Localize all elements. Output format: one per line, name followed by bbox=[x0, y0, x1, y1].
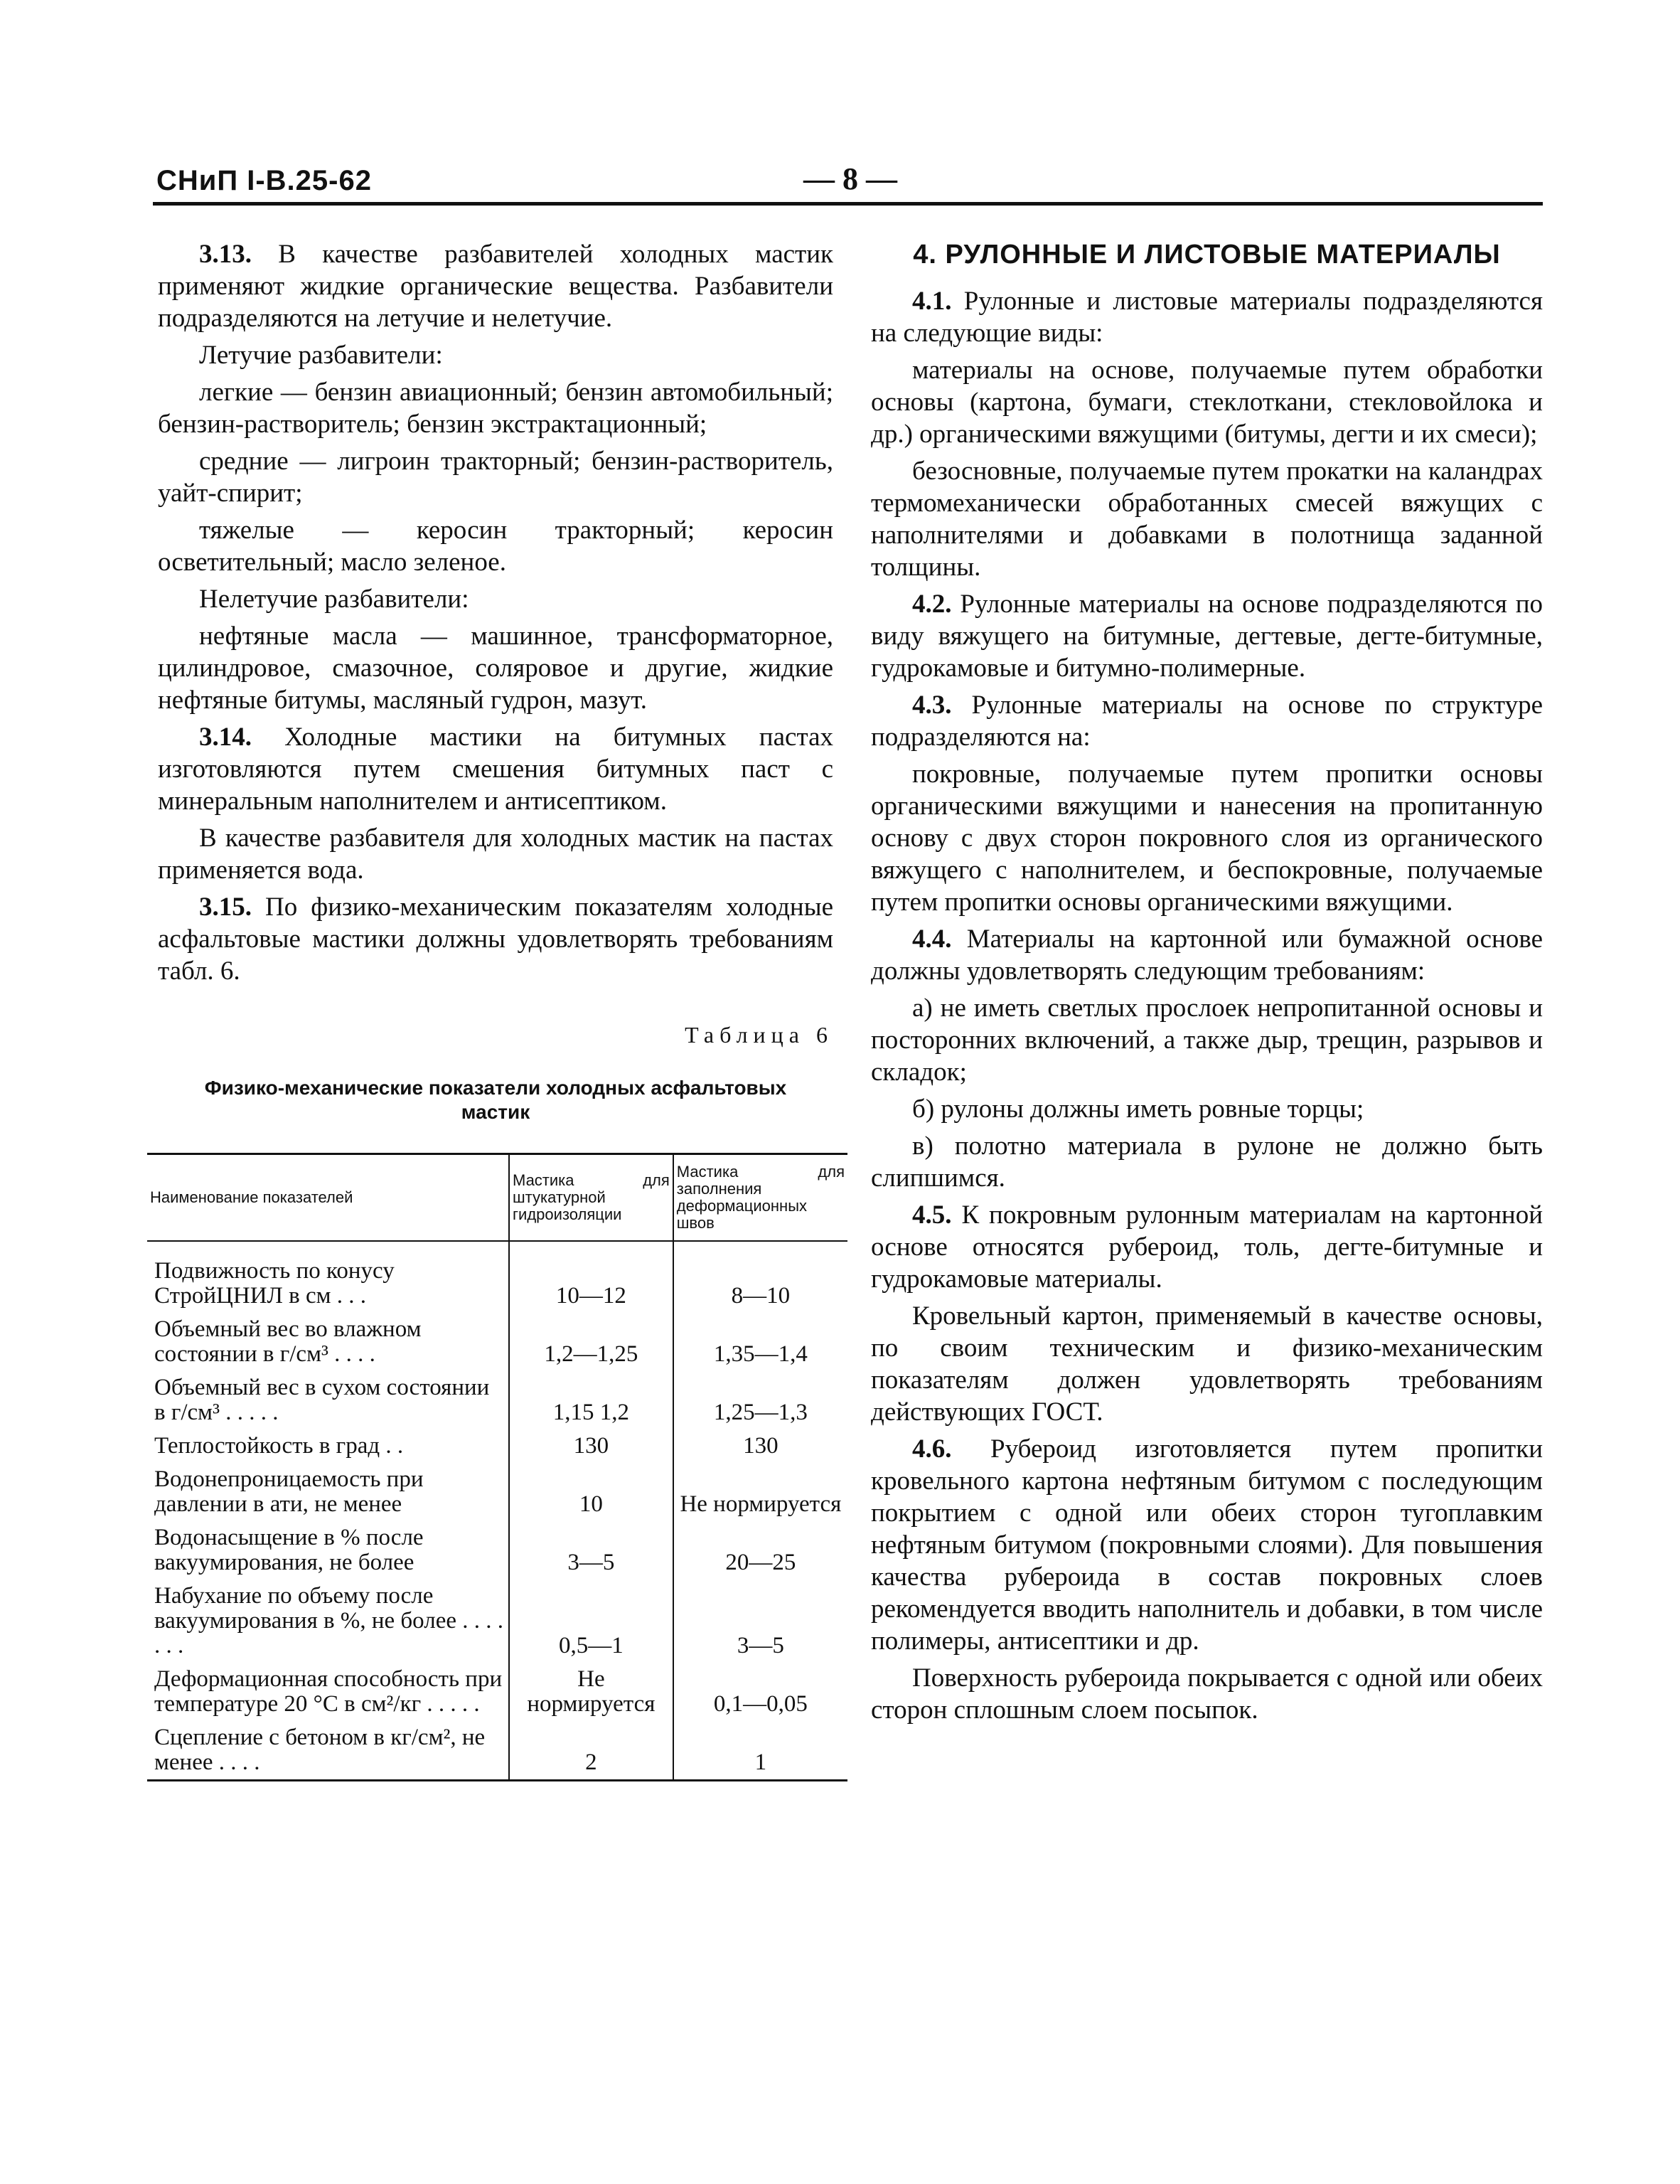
table-cell: 0,1—0,05 bbox=[673, 1663, 847, 1721]
table-cell: Теплостойкость в град . . bbox=[154, 1433, 404, 1459]
paragraph: легкие — бензин авиационный; бензин автомобильный; бензин-растворитель; бензин экстрактационный; bbox=[158, 378, 833, 439]
paragraph-4-5 bbox=[871, 1199, 1543, 1295]
paragraph-3-13 bbox=[158, 238, 833, 334]
paragraph: Кровельный картон, применяемый в качестве основы, по своим техническим и физико-механическим показателям должен удовлетворять требованиям действующих ГОСТ. bbox=[871, 1301, 1543, 1427]
header-rule bbox=[153, 202, 1543, 206]
paragraph: в) полотно материала в рулоне не должно быть слипшимся. bbox=[871, 1131, 1543, 1193]
table-cell: Объемный вес в сухом состоянии в г/см³ . . . . . bbox=[154, 1375, 490, 1425]
table-cell: 10 bbox=[509, 1463, 673, 1521]
paragraph-text: К покровным рулонным материалам на картонной основе относятся рубероид, толь, дегте-битумные и гудрокамовые материалы. bbox=[871, 1200, 1543, 1294]
paragraph-text: Материалы на картонной или бумажной основе должны удовлетворять следующим требованиям: bbox=[871, 925, 1543, 986]
table-row bbox=[147, 1580, 847, 1663]
paragraph: средние — лигроин тракторный; бензин-растворитель, уайт-спирит; bbox=[158, 447, 833, 508]
table-row bbox=[147, 1429, 847, 1463]
clause-number: 3.14. bbox=[199, 723, 252, 752]
table-row bbox=[147, 1463, 847, 1521]
right-column bbox=[871, 238, 1543, 1731]
table-cell: 0,5—1 bbox=[509, 1580, 673, 1663]
clause-number: 4.2. bbox=[912, 590, 952, 619]
column-header: Мастика для заполнения деформационных швов bbox=[673, 1154, 847, 1242]
clause-number: 3.13. bbox=[199, 240, 252, 269]
table-cell: 20—25 bbox=[673, 1521, 847, 1580]
properties-table bbox=[147, 1153, 847, 1781]
table-cell: Водонепроницаемость при давлении в ати, не менее bbox=[154, 1466, 424, 1517]
clause-number: 4.3. bbox=[912, 691, 952, 720]
table-cell: 10—12 bbox=[509, 1241, 673, 1313]
table-row bbox=[147, 1663, 847, 1721]
table-cell: Не нормируется bbox=[673, 1463, 847, 1521]
table-row bbox=[147, 1313, 847, 1371]
column-header: Наименование показателей bbox=[147, 1154, 509, 1242]
table-cell: 1,2—1,25 bbox=[509, 1313, 673, 1371]
left-column bbox=[150, 238, 845, 1781]
table-cell: Не нормируется bbox=[509, 1663, 673, 1721]
section-heading: 4. РУЛОННЫЕ И ЛИСТОВЫЕ МАТЕРИАЛЫ bbox=[913, 240, 1501, 270]
paragraph: нефтяные масла — машинное, трансформаторное, цилиндровое, смазочное, соляровое и другие, жидкие нефтяные битумы, масляный гудрон, мазут. bbox=[158, 622, 833, 715]
paragraph: Поверхность рубероида покрывается с одной или обеих сторон сплошным слоем посыпок. bbox=[871, 1663, 1543, 1725]
paragraph-3-14 bbox=[158, 721, 833, 817]
paragraph: материалы на основе, получаемые путем обработки основы (картона, бумаги, стеклоткани, стекловойлока и др.) органическими вяжущими (битумы, дегти и их смеси); bbox=[871, 356, 1543, 449]
table-cell: 1,15 1,2 bbox=[509, 1371, 673, 1429]
paragraph-text: По физико-механическим показателям холодные асфальтовые мастики должны удовлетворять требованиям табл. 6. bbox=[158, 893, 833, 986]
clause-number: 4.6. bbox=[912, 1434, 952, 1464]
paragraph-4-3 bbox=[871, 689, 1543, 753]
paragraph-text: В качестве разбавителей холодных мастик применяют жидкие органические вещества. Разбавители подразделяются на летучие и нелетучие. bbox=[158, 240, 834, 333]
table-cell: 2 bbox=[509, 1721, 673, 1781]
table-cell: 1,25—1,3 bbox=[673, 1371, 847, 1429]
paragraph-text: Рулонные материалы на основе подразделяются по виду вяжущего на битумные, дегтевые, дегте-битумные, гудрокамовые и битумно-полимерные. bbox=[871, 590, 1543, 683]
table-header-row bbox=[147, 1154, 847, 1242]
table-cell: 8—10 bbox=[673, 1241, 847, 1313]
table-cell: 3—5 bbox=[673, 1580, 847, 1663]
table-cell: Набухание по объему после вакуумирования в %, не более . . . . . . . bbox=[154, 1583, 504, 1658]
paragraph: В качестве разбавителя для холодных мастик на пастах применяется вода. bbox=[158, 824, 833, 885]
table-cell: Подвижность по конусу СтройЦНИЛ в см . . . bbox=[154, 1258, 395, 1309]
clause-number: 3.15. bbox=[199, 893, 252, 922]
paragraph-3-15 bbox=[158, 891, 833, 987]
paragraph: б) рулоны должны иметь ровные торцы; bbox=[912, 1094, 1364, 1124]
table-cell: Сцепление с бетоном в кг/см², не менее . . . . bbox=[154, 1725, 486, 1775]
clause-number: 4.5. bbox=[912, 1200, 952, 1230]
table-row bbox=[147, 1521, 847, 1580]
table-cell: Объемный вес во влажном состоянии в г/см³ . . . . bbox=[154, 1316, 422, 1367]
paragraph: Нелетучие разбавители: bbox=[199, 585, 469, 614]
document-code: СНиП I-В.25-62 bbox=[156, 165, 372, 196]
table-row bbox=[147, 1241, 847, 1313]
paragraph-text: Рулонные и листовые материалы подразделяются на следующие виды: bbox=[871, 287, 1543, 348]
paragraph: покровные, получаемые путем пропитки основы органическими вяжущими и нанесения на пропитанную основу с двух сторон покровного слоя из органического вяжущего с наполнителем, и беспокровные, получаемые путем пропитки основы органическими вяжущими. bbox=[871, 760, 1543, 917]
paragraph: безосновные, получаемые путем прокатки на каландрах термомеханически обработанных смесей вяжущих с наполнителями и добавками в полотнища заданной толщины. bbox=[871, 457, 1543, 582]
clause-number: 4.1. bbox=[912, 287, 952, 316]
paragraph: а) не иметь светлых прослоек непропитанной основы и посторонних включений, а также дыр, трещин, разрывов и складок; bbox=[871, 994, 1543, 1087]
table-cell: 3—5 bbox=[509, 1521, 673, 1580]
page-number: — 8 — bbox=[803, 161, 897, 196]
paragraph-text: Рулонные материалы на основе по структуре подразделяются на: bbox=[871, 691, 1543, 752]
table-title: Физико-механические показатели холодных асфальтовых мастик bbox=[204, 1077, 787, 1123]
paragraph-4-4 bbox=[871, 923, 1543, 987]
table-cell: 1 bbox=[673, 1721, 847, 1781]
paragraph-4-2 bbox=[871, 588, 1543, 684]
paragraph-text: Холодные мастики на битумных пастах изготовляются путем смешения битумных паст с минеральным наполнителем и антисептиком. bbox=[158, 723, 833, 816]
table-cell: 130 bbox=[673, 1429, 847, 1463]
table-cell: 1,35—1,4 bbox=[673, 1313, 847, 1371]
paragraph-4-6 bbox=[871, 1433, 1543, 1657]
table-cell: 130 bbox=[509, 1429, 673, 1463]
table-label: Таблица 6 bbox=[685, 1022, 833, 1048]
paragraph: тяжелые — керосин тракторный; керосин осветительный; масло зеленое. bbox=[158, 516, 833, 577]
paragraph: Летучие разбавители: bbox=[199, 341, 443, 370]
table-cell: Водонасыщение в % после вакуумирования, не более bbox=[154, 1525, 424, 1575]
paragraph-text: Рубероид изготовляется путем пропитки кровельного картона нефтяным битумом с последующим покрытием с одной или обеих сторон тугоплавким нефтяным битумом (покровными слоями). Для повышения качества рубероида в состав покровных слоев рекомендуется вводить наполнитель и добавки, в том числе полимеры, антисептики и др. bbox=[871, 1434, 1543, 1656]
table-row bbox=[147, 1721, 847, 1781]
column-header: Мастика для штукатурной гидроизоляции bbox=[509, 1154, 673, 1242]
paragraph-4-1 bbox=[871, 285, 1543, 349]
table-row bbox=[147, 1371, 847, 1429]
clause-number: 4.4. bbox=[912, 925, 952, 954]
table-cell: Деформационная способность при температуре 20 °С в см²/кг . . . . . bbox=[154, 1666, 503, 1717]
